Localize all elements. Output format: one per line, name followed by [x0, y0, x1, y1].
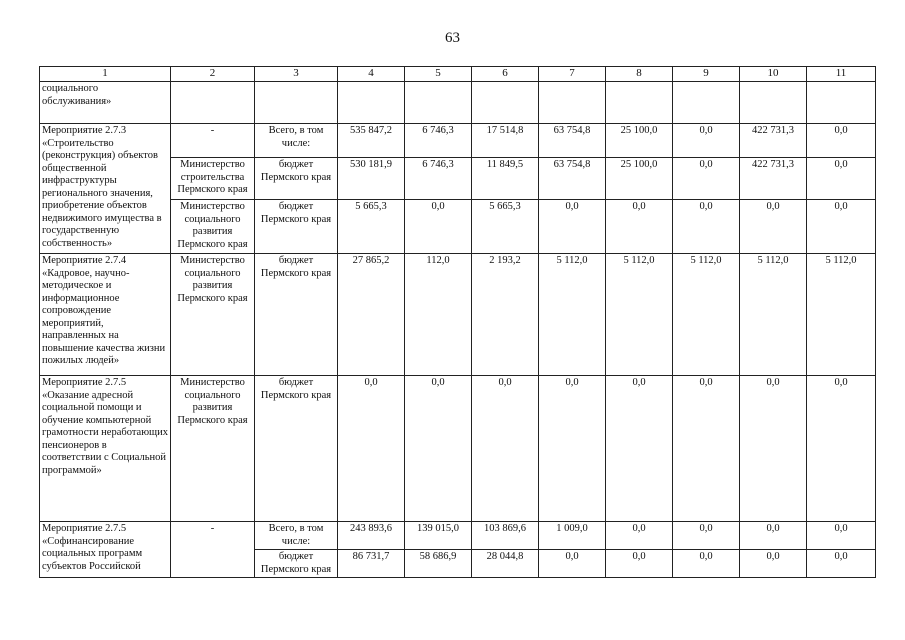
column-header: 4	[338, 67, 405, 82]
value-cell: 0,0	[807, 550, 876, 578]
value-cell: 0,0	[673, 158, 740, 200]
executor-cell: -	[171, 522, 255, 578]
value-cell: 86 731,7	[338, 550, 405, 578]
value-cell: 422 731,3	[740, 158, 807, 200]
value-cell: 0,0	[606, 200, 673, 254]
value-cell: 530 181,9	[338, 158, 405, 200]
page-number: 63	[445, 30, 460, 46]
value-cell: 0,0	[606, 522, 673, 550]
value-cell: 63 754,8	[539, 124, 606, 158]
value-cell: 0,0	[807, 200, 876, 254]
value-cell: 6 746,3	[405, 158, 472, 200]
value-cell: 5 112,0	[539, 254, 606, 376]
value-cell: 63 754,8	[539, 158, 606, 200]
executor-cell	[171, 82, 255, 124]
value-cell: 25 100,0	[606, 124, 673, 158]
column-header: 6	[472, 67, 539, 82]
value-cell: 1 009,0	[539, 522, 606, 550]
value-cell: 11 849,5	[472, 158, 539, 200]
column-header: 8	[606, 67, 673, 82]
header-row	[40, 67, 876, 82]
value-cell: 0,0	[807, 376, 876, 522]
value-cell: 0,0	[405, 376, 472, 522]
column-header: 5	[405, 67, 472, 82]
value-cell: 0,0	[338, 376, 405, 522]
value-cell: 5 112,0	[740, 254, 807, 376]
value-cell: 422 731,3	[740, 124, 807, 158]
column-header: 3	[255, 67, 338, 82]
value-cell: 58 686,9	[405, 550, 472, 578]
value-cell	[740, 82, 807, 124]
value-cell: 0,0	[807, 124, 876, 158]
source-cell: Всего, в том числе:	[255, 124, 338, 158]
value-cell: 0,0	[673, 124, 740, 158]
value-cell: 0,0	[606, 376, 673, 522]
value-cell	[472, 82, 539, 124]
executor-cell: Министерство строительства Пермского края	[171, 158, 255, 200]
value-cell: 0,0	[405, 200, 472, 254]
value-cell	[405, 82, 472, 124]
column-header: 9	[673, 67, 740, 82]
activity-cell: социального обслуживания»	[40, 82, 171, 124]
source-cell: бюджет Пермского края	[255, 376, 338, 522]
executor-cell: Министерство социального развития Пермского края	[171, 376, 255, 522]
activity-cell: Мероприятие 2.7.5 «Софинансирование социальных программ субъектов Российской	[40, 522, 171, 578]
table-row	[40, 82, 876, 124]
value-cell: 5 665,3	[338, 200, 405, 254]
source-cell: бюджет Пермского края	[255, 254, 338, 376]
table-row	[40, 124, 876, 158]
source-cell: бюджет Пермского края	[255, 158, 338, 200]
value-cell: 27 865,2	[338, 254, 405, 376]
value-cell	[539, 82, 606, 124]
value-cell: 0,0	[740, 376, 807, 522]
value-cell: 0,0	[673, 200, 740, 254]
budget-table	[39, 66, 876, 578]
value-cell: 5 112,0	[606, 254, 673, 376]
value-cell: 0,0	[740, 550, 807, 578]
executor-cell: Министерство социального развития Пермского края	[171, 254, 255, 376]
value-cell: 0,0	[740, 522, 807, 550]
value-cell: 0,0	[807, 522, 876, 550]
source-cell	[255, 82, 338, 124]
value-cell: 0,0	[673, 522, 740, 550]
source-cell: бюджет Пермского края	[255, 200, 338, 254]
table-row	[40, 376, 876, 522]
value-cell: 0,0	[539, 200, 606, 254]
value-cell: 6 746,3	[405, 124, 472, 158]
source-cell: Всего, в том числе:	[255, 522, 338, 550]
executor-cell: -	[171, 124, 255, 158]
executor-cell: Министерство социального развития Пермского края	[171, 200, 255, 254]
value-cell: 103 869,6	[472, 522, 539, 550]
column-header: 1	[40, 67, 171, 82]
value-cell: 139 015,0	[405, 522, 472, 550]
value-cell: 0,0	[807, 158, 876, 200]
table-row	[40, 522, 876, 550]
value-cell: 0,0	[539, 550, 606, 578]
value-cell: 0,0	[673, 550, 740, 578]
value-cell: 0,0	[472, 376, 539, 522]
value-cell	[807, 82, 876, 124]
column-header: 2	[171, 67, 255, 82]
column-header: 7	[539, 67, 606, 82]
source-cell: бюджет Пермского края	[255, 550, 338, 578]
value-cell: 0,0	[539, 376, 606, 522]
value-cell	[673, 82, 740, 124]
value-cell: 5 112,0	[673, 254, 740, 376]
value-cell: 0,0	[740, 200, 807, 254]
column-header: 10	[740, 67, 807, 82]
value-cell	[338, 82, 405, 124]
column-header: 11	[807, 67, 876, 82]
value-cell: 2 193,2	[472, 254, 539, 376]
value-cell: 112,0	[405, 254, 472, 376]
value-cell: 0,0	[606, 550, 673, 578]
activity-cell: Мероприятие 2.7.4 «Кадровое, научно-методическое и информационное сопровождение мероприятий, направленных на повышение качества жизни пожилых людей»	[40, 254, 171, 376]
value-cell: 0,0	[673, 376, 740, 522]
activity-cell: Мероприятие 2.7.5 «Оказание адресной социальной помощи и обучение компьютерной грамотности неработающих пенсионеров в соответствии с Социальной программой»	[40, 376, 171, 522]
activity-cell: Мероприятие 2.7.3 «Строительство (реконструкция) объектов общественной инфраструктуры регионального значения, приобретение объектов недвижимого имущества в государственную собственность»	[40, 124, 171, 254]
value-cell: 28 044,8	[472, 550, 539, 578]
value-cell: 17 514,8	[472, 124, 539, 158]
table-row	[40, 254, 876, 376]
value-cell: 5 665,3	[472, 200, 539, 254]
value-cell: 535 847,2	[338, 124, 405, 158]
value-cell: 243 893,6	[338, 522, 405, 550]
value-cell: 5 112,0	[807, 254, 876, 376]
value-cell: 25 100,0	[606, 158, 673, 200]
value-cell	[606, 82, 673, 124]
